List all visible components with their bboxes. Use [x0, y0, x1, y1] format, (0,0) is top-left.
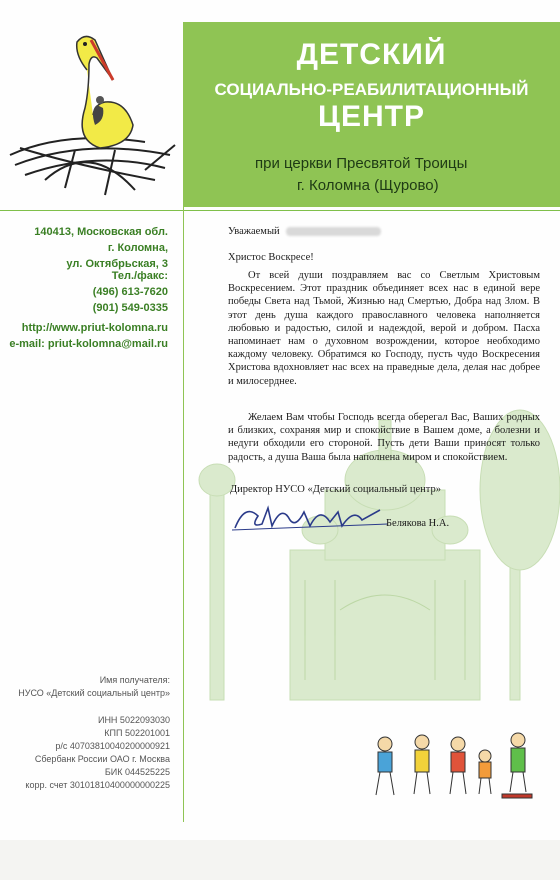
paragraph-1 [228, 269, 540, 388]
bank-requisites [0, 714, 170, 792]
phone-block [0, 268, 168, 316]
phone-1: (496) 613-7620 [92, 286, 168, 298]
paragraph-2-text: Желаем Вам чтобы Господь всегда оберегал Вас, Ваших родных и близких, сохраняя мир и спокойствие в Вашем доме, а болезни и недуги обходили его стороной. Пусть дети Ваши приносят только радость, а душа Ваша была наполнена миром и спокойствием. [228, 412, 540, 463]
inn: ИНН 5022093030 [97, 715, 170, 725]
phone-label: Тел./факс: [111, 270, 168, 282]
city-subtitle: г. Коломна (Щурово) [297, 177, 439, 194]
web-block [0, 320, 168, 352]
stork-logo-icon [5, 30, 180, 200]
column-divider [183, 22, 184, 822]
bik: БИК 044525225 [104, 767, 170, 777]
paragraph-2 [228, 411, 540, 464]
recipient-block [0, 674, 170, 700]
salutation-word: Уважаемый [228, 226, 280, 237]
address-line1: 140413, Московская обл. [34, 226, 168, 238]
org-title-line1: ДЕТСКИЙ [296, 38, 447, 71]
header-divider [0, 210, 560, 211]
greeting: Христос Воскресе! [228, 252, 314, 263]
salutation [228, 225, 540, 238]
signature-icon [230, 498, 390, 536]
recipient-name: НУСО «Детский социальный центр» [18, 688, 170, 698]
org-title-line2: СОЦИАЛЬНО-РЕАБИЛИТАЦИОННЫЙ [214, 80, 529, 99]
account: р/с 40703810040200000921 [55, 741, 170, 751]
address-block [0, 224, 168, 272]
phone-2: (901) 549-0335 [92, 302, 168, 314]
redacted-name [286, 227, 381, 236]
kpp: КПП 502201001 [104, 728, 170, 738]
church-subtitle: при церкви Пресвятой Троицы [255, 155, 468, 172]
signer-name: Белякова Н.А. [386, 518, 450, 529]
email-link[interactable]: e-mail: priut-kolomna@mail.ru [9, 338, 168, 350]
corr-account: корр. счет 30101810400000000225 [25, 780, 170, 790]
paragraph-1-text: От всей души поздравляем вас со Светлым Христовым Воскресением. Этот праздник объединяет всех нас в единой вере победы Света над Тьмой, Жизнью над Смертью, Добра над Злом. В этот день душа каждого православного человека наполняется любовью и радостью, силой и надеждой, верой и добром. Пасха напоминает нам о духовном возрождении, которое необходимо каждому человеку. Обратимся ко Господу, пусть чудо Воскресения Христова вдохновляет нас всех на праведные дела, делая нас добрее и милосерднее. [228, 270, 540, 387]
signature-title: Директор НУСО «Детский социальный центр» [230, 484, 441, 495]
org-title-line3: ЦЕНТР [318, 100, 425, 133]
recipient-label: Имя получателя: [99, 675, 170, 685]
website-link[interactable]: http://www.priut-kolomna.ru [21, 322, 168, 334]
address-line3: ул. Октябрьская, 3 [66, 258, 168, 270]
address-line2: г. Коломна, [107, 242, 168, 254]
children-drawing-icon [370, 730, 540, 805]
bank-name: Сбербанк России ОАО г. Москва [34, 754, 170, 764]
